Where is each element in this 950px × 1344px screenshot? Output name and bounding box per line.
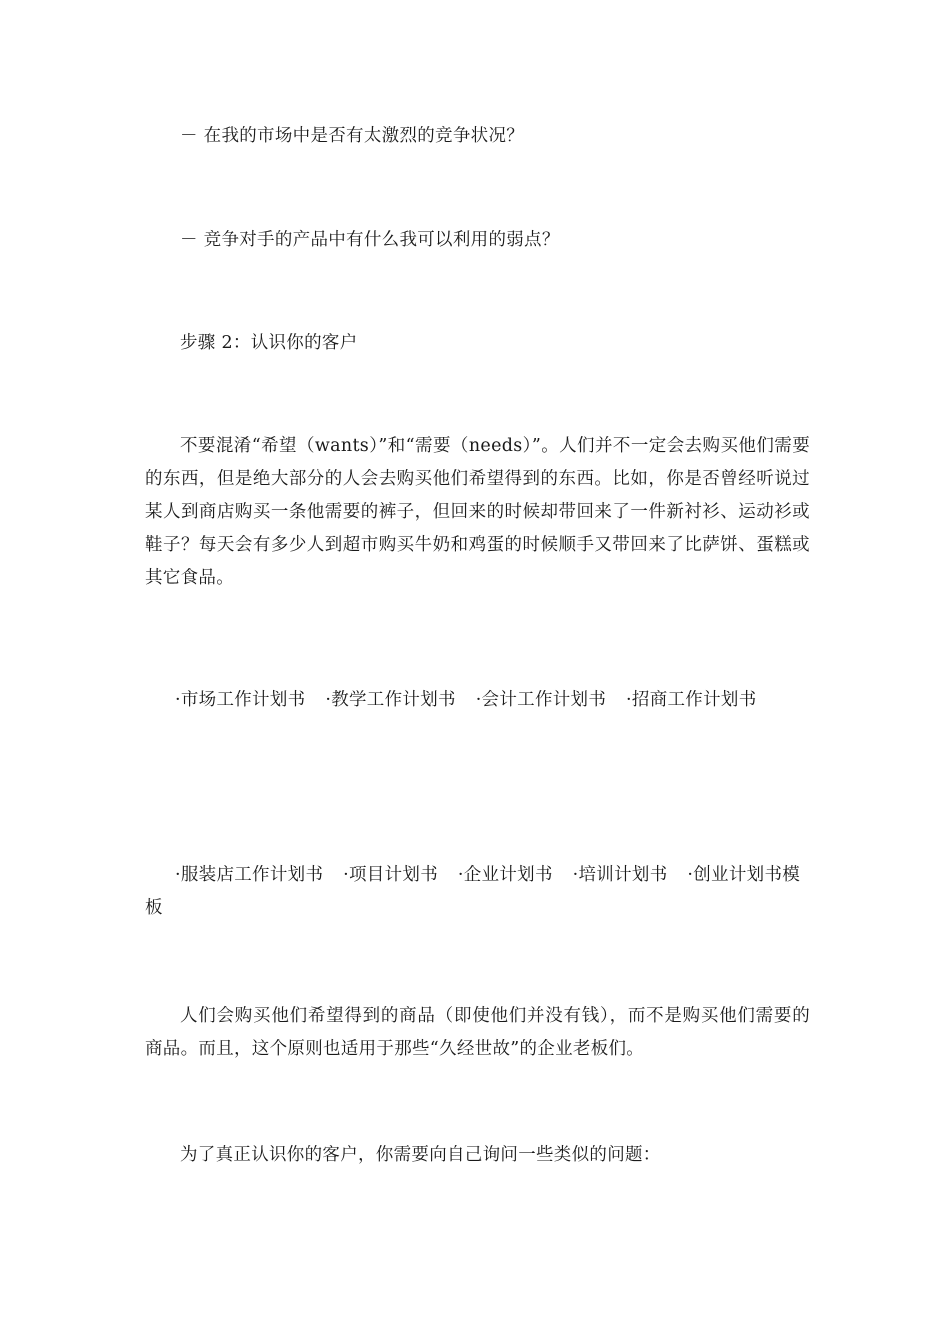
link-project-plan[interactable]: ·项目计划书 xyxy=(343,865,439,885)
question-weakness: － 竞争对手的产品中有什么我可以利用的弱点？ xyxy=(180,230,560,250)
related-links-row-1 xyxy=(145,684,810,717)
question-competition: － 在我的市场中是否有太激烈的竞争状况？ xyxy=(180,126,525,146)
link-teaching-plan[interactable]: ·教学工作计划书 xyxy=(325,690,456,710)
link-accounting-plan[interactable]: ·会计工作计划书 xyxy=(475,690,607,710)
ask-questions-paragraph: 为了真正认识你的客户，你需要向自己询问一些类似的问题： xyxy=(180,1145,661,1165)
link-investment-plan[interactable]: ·招商工作计划书 xyxy=(626,690,757,710)
step2-heading: 步骤 2：认识你的客户 xyxy=(180,333,358,353)
link-market-plan[interactable]: ·市场工作计划书 xyxy=(175,690,306,710)
link-clothing-store-plan[interactable]: ·服装店工作计划书 xyxy=(175,865,324,885)
principle-paragraph: 人们会购买他们希望得到的商品（即使他们并没有钱），而不是购买他们需要的商品。而且，这个原则也适用于那些“久经世故”的企业老板们。 xyxy=(145,1006,810,1059)
related-links-row-2 xyxy=(145,859,810,925)
link-business-plan[interactable]: ·企业计划书 xyxy=(457,865,553,885)
link-startup-plan-template[interactable]: ·创业计划书模板 xyxy=(145,865,801,918)
link-training-plan[interactable]: ·培训计划书 xyxy=(572,865,668,885)
wants-needs-paragraph: 不要混淆“希望（wants）”和“需要（needs）”。人们并不一定会去购买他们需要的东西，但是绝大部分的人会去购买他们希望得到的东西。比如，你是否曾经听说过某人到商店购买一条他需要的裤子，但回来的时候却带回来了一件新衬衫、运动衫或鞋子？每天会有多少人到超市购买牛奶和鸡蛋的时候顺手又带回来了比萨饼、蛋糕或其它食品。 xyxy=(145,436,810,588)
